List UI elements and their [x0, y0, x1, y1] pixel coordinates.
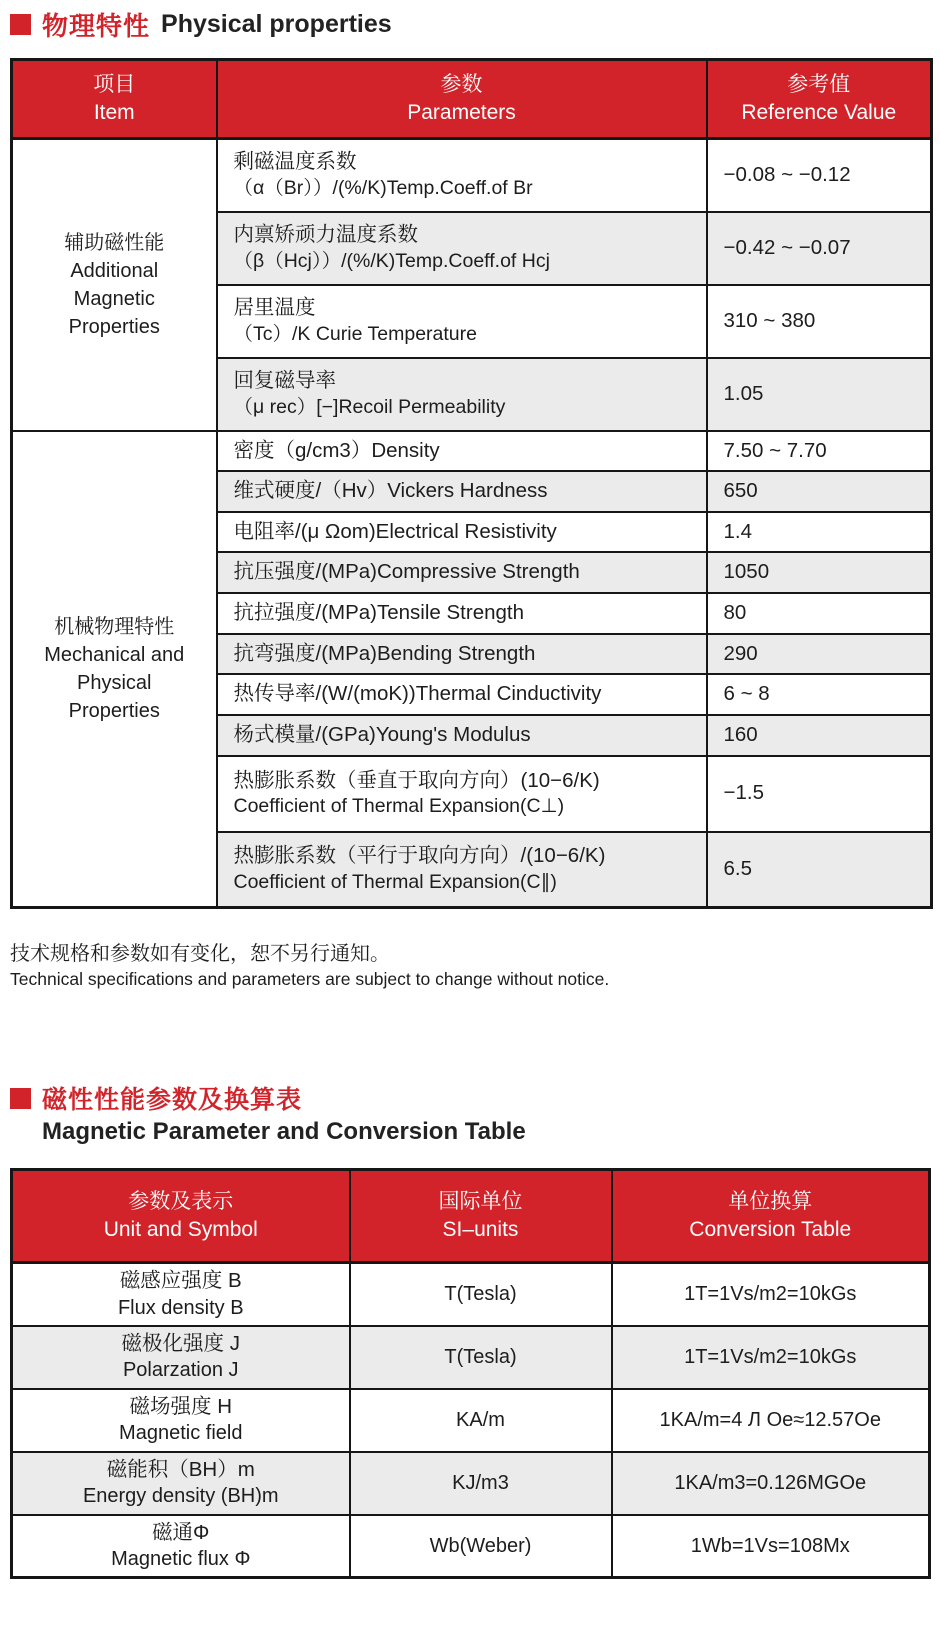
- quantity-zh: 磁能积（BH）m: [106, 1457, 255, 1481]
- param-zh: 抗拉强度/(MPa)Tensile Strength: [233, 601, 525, 625]
- param-zh: 抗弯强度/(MPa)Bending Strength: [233, 641, 536, 665]
- param-cell: [217, 552, 707, 593]
- param-cell: [217, 512, 707, 553]
- section2-title-en: Magnetic Parameter and Conversion Table: [42, 1118, 526, 1146]
- param-zh: 居里温度: [233, 296, 316, 319]
- param-cell: [217, 756, 707, 832]
- section1-title-zh: 物理特性: [42, 11, 151, 41]
- table1-header-item: [12, 60, 217, 139]
- table-row: [12, 431, 932, 472]
- footnote: [10, 937, 930, 990]
- param-en: （Tc）/K Curie Temperature: [233, 322, 477, 345]
- group-label-en: Additional Magnetic Properties: [68, 259, 160, 338]
- quantity-cell: [12, 1452, 350, 1515]
- quantity-en: Magnetic flux Φ: [111, 1548, 251, 1571]
- conversion-cell: 1KA/m3=0.126MGOe: [612, 1452, 930, 1515]
- param-cell: [217, 431, 707, 472]
- footnote-en: Technical specifications and parameters are subject to change without notice.: [10, 969, 610, 990]
- table-row: [12, 139, 932, 212]
- group-cell-mechanical-physical: [12, 431, 217, 908]
- header-conversion-zh: 单位换算: [728, 1189, 813, 1213]
- param-en: （μ rec）[−]Recoil Permeability: [233, 395, 506, 418]
- value-cell: 1.05: [707, 358, 932, 431]
- table-row: [12, 1326, 930, 1389]
- param-cell: [217, 674, 707, 715]
- value-cell: 650: [707, 471, 932, 512]
- table-row: [12, 1263, 930, 1326]
- si-unit-cell: KJ/m3: [350, 1452, 612, 1515]
- param-cell: [217, 358, 707, 431]
- quantity-cell: [12, 1326, 350, 1389]
- param-cell: [217, 593, 707, 634]
- section1-title-en: Physical properties: [161, 10, 392, 38]
- quantity-zh: 磁感应强度 B: [119, 1269, 242, 1293]
- quantity-cell: [12, 1515, 350, 1578]
- physical-properties-table: [10, 58, 933, 909]
- quantity-en: Flux density B: [117, 1296, 244, 1319]
- header-si-units-zh: 国际单位: [438, 1189, 523, 1213]
- table-row: [12, 1389, 930, 1452]
- value-cell: 6 ~ 8: [707, 674, 932, 715]
- si-unit-cell: KA/m: [350, 1389, 612, 1452]
- param-zh: 热传导率/(W/(moK))Thermal Cinductivity: [233, 682, 602, 706]
- header-reference-zh: 参考值: [787, 72, 851, 96]
- section1-title: [10, 6, 930, 43]
- header-parameters-zh: 参数: [440, 72, 483, 96]
- param-cell: [217, 285, 707, 358]
- param-en: （β（Hcj））/(%/K)Temp.Coeff.of Hcj: [233, 249, 550, 272]
- group-label-en: Mechanical and Physical Properties: [44, 643, 185, 722]
- value-cell: 310 ~ 380: [707, 285, 932, 358]
- table1-header-parameters: [217, 60, 707, 139]
- param-zh: 热膨胀系数（平行于取向方向）/(10−6/K): [233, 844, 606, 868]
- quantity-zh: 磁场强度 H: [129, 1394, 232, 1418]
- param-cell: [217, 832, 707, 908]
- header-item-zh: 项目: [93, 72, 136, 96]
- spacer: [10, 990, 930, 1080]
- header-parameters-en: Parameters: [407, 101, 516, 124]
- red-square-bullet-icon: [10, 1088, 31, 1109]
- param-zh: 电阻率/(μ Ωom)Electrical Resistivity: [233, 519, 557, 543]
- table2-header-row: [12, 1170, 930, 1263]
- param-zh: 抗压强度/(MPa)Compressive Strength: [233, 560, 580, 584]
- param-cell: [217, 139, 707, 212]
- table1-header-row: [12, 60, 932, 139]
- header-unit-symbol-zh: 参数及表示: [128, 1189, 234, 1213]
- param-cell: [217, 634, 707, 675]
- value-cell: 290: [707, 634, 932, 675]
- footnote-zh: 技术规格和参数如有变化，恕不另行通知。: [10, 943, 390, 966]
- param-zh: 剩磁温度系数: [233, 150, 357, 174]
- si-unit-cell: T(Tesla): [350, 1326, 612, 1389]
- header-reference-en: Reference Value: [741, 101, 897, 124]
- param-en: Coefficient of Thermal Expansion(C∥): [233, 871, 557, 894]
- conversion-cell: 1T=1Vs/m2=10kGs: [612, 1263, 930, 1326]
- red-square-bullet-icon: [10, 14, 31, 35]
- value-cell: −1.5: [707, 756, 932, 832]
- conversion-cell: 1T=1Vs/m2=10kGs: [612, 1326, 930, 1389]
- table-row: [12, 1515, 930, 1578]
- conversion-cell: 1KA/m=4 Л Oe≈12.57Oe: [612, 1389, 930, 1452]
- quantity-cell: [12, 1263, 350, 1326]
- param-en: Coefficient of Thermal Expansion(C⊥): [233, 795, 565, 818]
- param-cell: [217, 471, 707, 512]
- param-zh: 密度（g/cm3）Density: [233, 438, 440, 462]
- value-cell: 1050: [707, 552, 932, 593]
- param-zh: 热膨胀系数（垂直于取向方向）(10−6/K): [233, 768, 600, 792]
- header-unit-symbol-en: Unit and Symbol: [103, 1218, 258, 1242]
- param-zh: 内禀矫顽力温度系数: [233, 223, 418, 246]
- value-cell: −0.42 ~ −0.07: [707, 212, 932, 285]
- quantity-en: Energy density (BH)m: [82, 1485, 279, 1508]
- quantity-en: Polarzation J: [122, 1359, 239, 1382]
- value-cell: 6.5: [707, 832, 932, 908]
- table2-header-unit-symbol: [12, 1170, 350, 1263]
- table-row: [12, 1452, 930, 1515]
- header-si-units-en: SI–units: [442, 1218, 519, 1242]
- quantity-en: Magnetic field: [119, 1422, 243, 1445]
- quantity-zh: 磁极化强度 J: [121, 1331, 240, 1355]
- group-label-zh: 机械物理特性: [54, 615, 175, 638]
- group-cell-additional-magnetic: [12, 139, 217, 431]
- table2-header-conversion: [612, 1170, 930, 1263]
- param-zh: 杨式模量/(GPa)Young's Modulus: [233, 722, 531, 746]
- table1-header-reference: [707, 60, 932, 139]
- si-unit-cell: Wb(Weber): [350, 1515, 612, 1578]
- si-unit-cell: T(Tesla): [350, 1263, 612, 1326]
- group-label-zh: 辅助磁性能: [64, 231, 165, 254]
- section2-title-zh: 磁性性能参数及换算表: [42, 1086, 303, 1115]
- header-conversion-en: Conversion Table: [689, 1218, 852, 1242]
- param-zh: 回复磁导率: [233, 369, 336, 392]
- param-zh: 维式硬度/（Hv）Vickers Hardness: [233, 479, 548, 503]
- table2-header-si-units: [350, 1170, 612, 1263]
- magnetic-conversion-table: [10, 1168, 931, 1579]
- param-cell: [217, 715, 707, 756]
- quantity-zh: 磁通Φ: [152, 1520, 210, 1544]
- conversion-cell: 1Wb=1Vs=108Mx: [612, 1515, 930, 1578]
- quantity-cell: [12, 1389, 350, 1452]
- section2-title: [10, 1080, 930, 1116]
- param-cell: [217, 212, 707, 285]
- value-cell: 1.4: [707, 512, 932, 553]
- param-en: （α（Br））/(%/K)Temp.Coeff.of Br: [233, 176, 533, 199]
- value-cell: 80: [707, 593, 932, 634]
- value-cell: 160: [707, 715, 932, 756]
- value-cell: −0.08 ~ −0.12: [707, 139, 932, 212]
- value-cell: 7.50 ~ 7.70: [707, 431, 932, 472]
- header-item-en: Item: [93, 101, 135, 124]
